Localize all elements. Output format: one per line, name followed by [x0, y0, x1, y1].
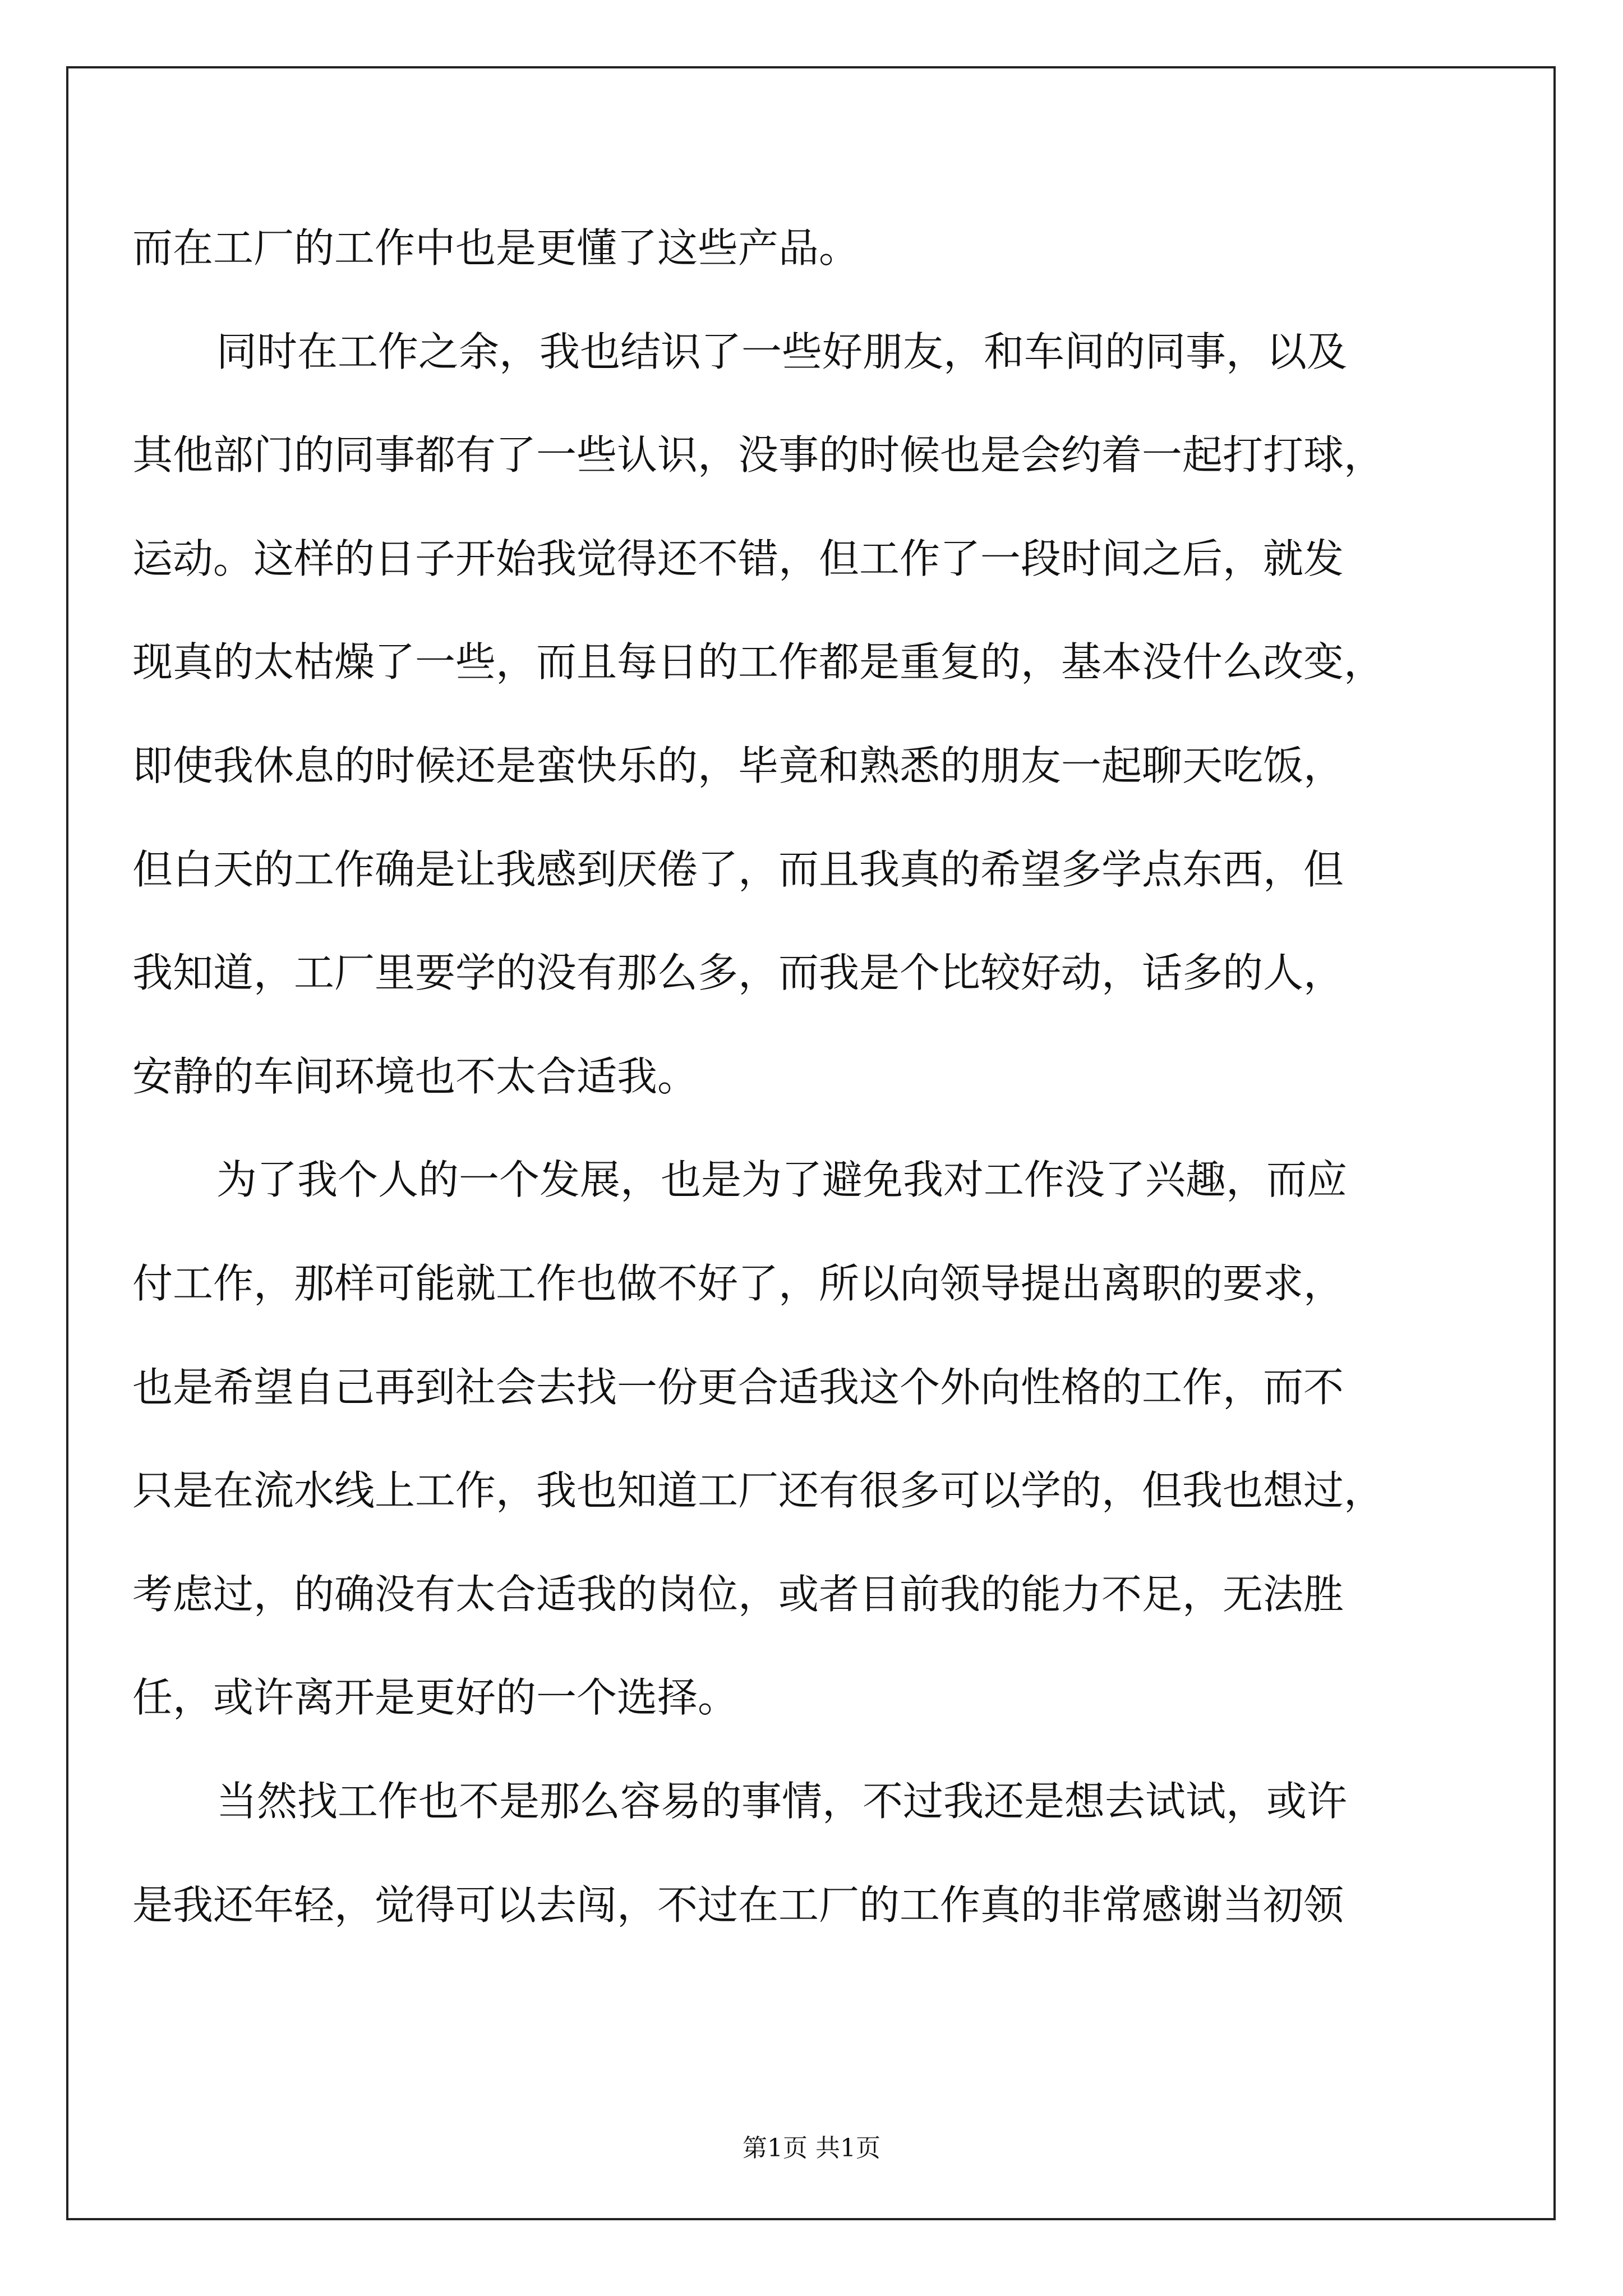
document-body — [132, 196, 1435, 1957]
text-line: 当然找工作也不是那么容易的事情，不过我还是想去试试，或许 — [216, 1777, 1348, 1825]
text-line: 我知道，工厂里要学的没有那么多，而我是个比较好动，话多的人， — [132, 949, 1344, 997]
page-number-footer: 第1页 共1页 — [743, 2134, 880, 2162]
text-line: 为了我个人的一个发展，也是为了避免我对工作没了兴趣，而应 — [216, 1156, 1348, 1204]
text-line: 现真的太枯燥了一些，而且每日的工作都是重复的，基本没什么改变， — [132, 638, 1385, 686]
text-line: 而在工厂的工作中也是更懂了这些产品。 — [132, 224, 860, 272]
text-line: 只是在流水线上工作，我也知道工厂还有很多可以学的，但我也想过， — [132, 1467, 1385, 1515]
text-line: 即使我休息的时候还是蛮快乐的，毕竟和熟悉的朋友一起聊天吃饭， — [132, 742, 1344, 789]
text-line: 付工作，那样可能就工作也做不好了，所以向领导提出离职的要求， — [132, 1259, 1344, 1307]
text-line: 运动。这样的日子开始我觉得还不错，但工作了一段时间之后，就发 — [132, 535, 1344, 582]
text-line: 但白天的工作确是让我感到厌倦了，而且我真的希望多学点东西，但 — [132, 845, 1344, 893]
text-line: 安静的车间环境也不太合适我。 — [132, 1052, 698, 1100]
text-line: 考虑过，的确没有太合适我的岗位，或者目前我的能力不足，无法胜 — [132, 1570, 1344, 1618]
text-line: 任，或许离开是更好的一个选择。 — [132, 1674, 739, 1722]
text-line: 是我还年轻，觉得可以去闯，不过在工厂的工作真的非常感谢当初领 — [132, 1881, 1344, 1929]
text-line: 其他部门的同事都有了一些认识，没事的时候也是会约着一起打打球， — [132, 431, 1385, 479]
text-line: 同时在工作之余，我也结识了一些好朋友，和车间的同事，以及 — [216, 328, 1348, 375]
text-line: 也是希望自己再到社会去找一份更合适我这个外向性格的工作，而不 — [132, 1363, 1344, 1411]
